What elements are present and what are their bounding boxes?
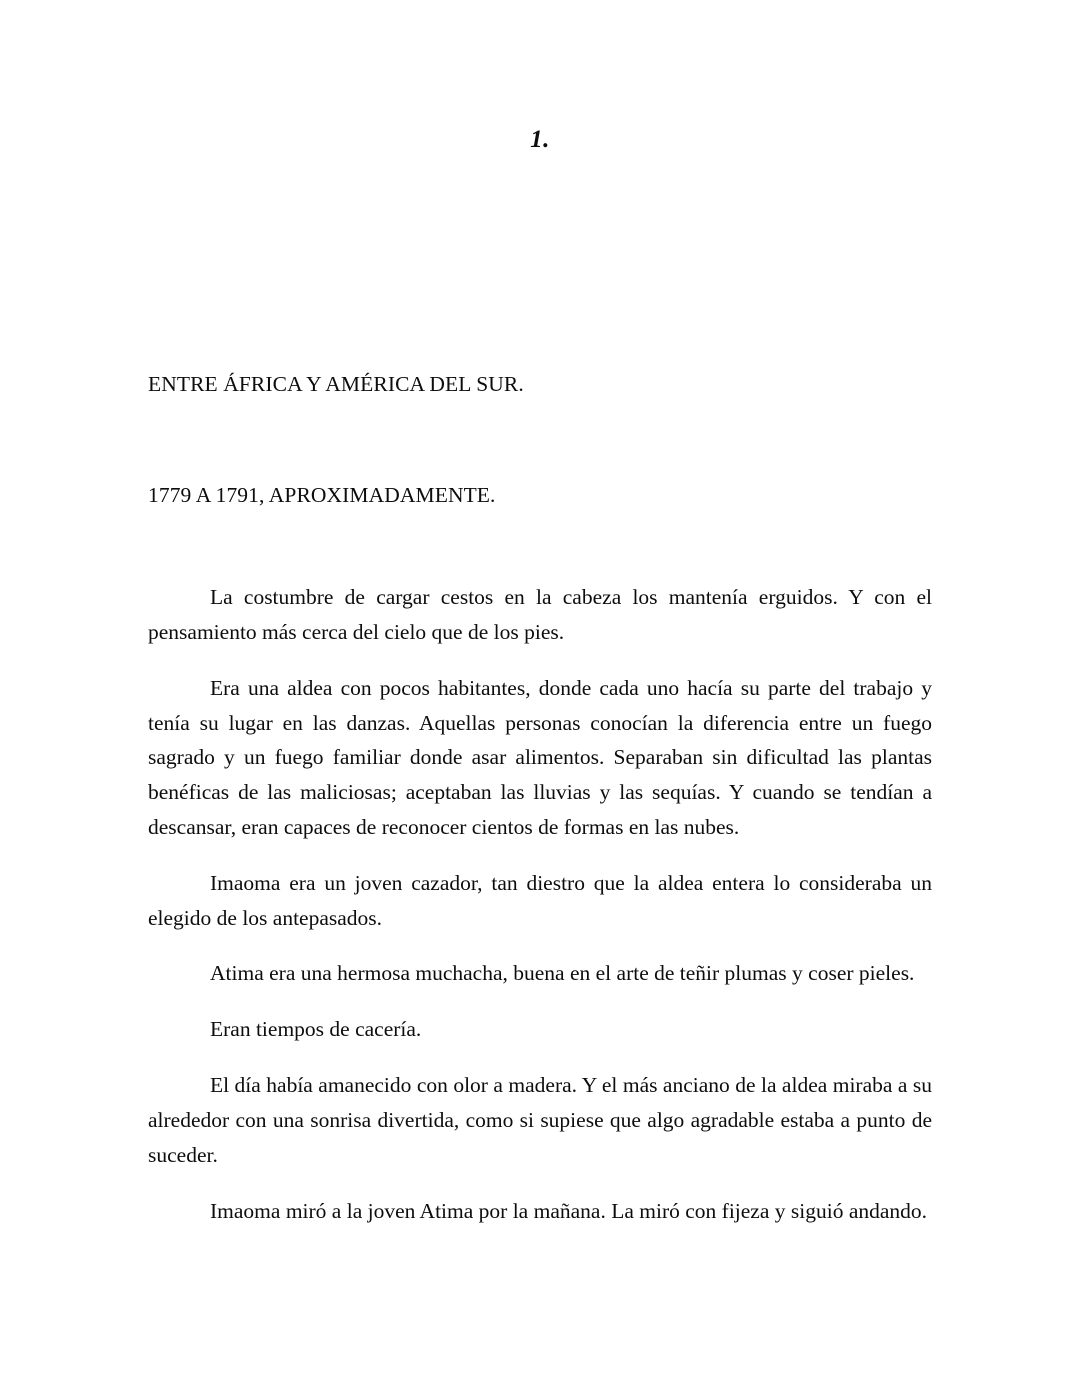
paragraph: Imaoma era un joven cazador, tan diestro que la aldea entera lo consideraba un elegido de los antepasados. [148,870,932,930]
body-text [148,580,932,1228]
paragraph: Imaoma miró a la joven Atima por la mañana. La miró con fijeza y siguió andando. [210,1198,928,1223]
paragraph: El día había amanecido con olor a madera. Y el más anciano de la aldea miraba a su alrededor con una sonrisa divertida, como si supiese que algo agradable estaba a punto de suceder. [148,1073,932,1167]
paragraph: Atima era una hermosa muchacha, buena en el arte de teñir plumas y coser pieles. [210,961,915,986]
heading-period: 1779 A 1791, APROXIMADAMENTE. [148,483,496,508]
paragraph: Era una aldea con pocos habitantes, donde cada uno hacía su parte del trabajo y tenía su lugar en las danzas. Aquellas personas conocían la diferencia entre un fuego sagrado y un fuego familiar donde asar alimentos. Separaban sin dificultad las plantas benéficas de las maliciosas; aceptaban las lluvias y las sequías. Y cuando se tendían a descansar, eran capaces de reconocer cientos de formas en las nubes. [148,675,932,839]
chapter-number: 1. [530,126,550,153]
heading-location: ENTRE ÁFRICA Y AMÉRICA DEL SUR. [148,372,524,396]
paragraph: La costumbre de cargar cestos en la cabeza los mantenía erguidos. Y con el pensamiento más cerca del cielo que de los pies. [148,585,932,644]
page-content [148,0,932,1228]
section-headings [148,370,932,510]
paragraph: Eran tiempos de cacería. [210,1017,422,1042]
